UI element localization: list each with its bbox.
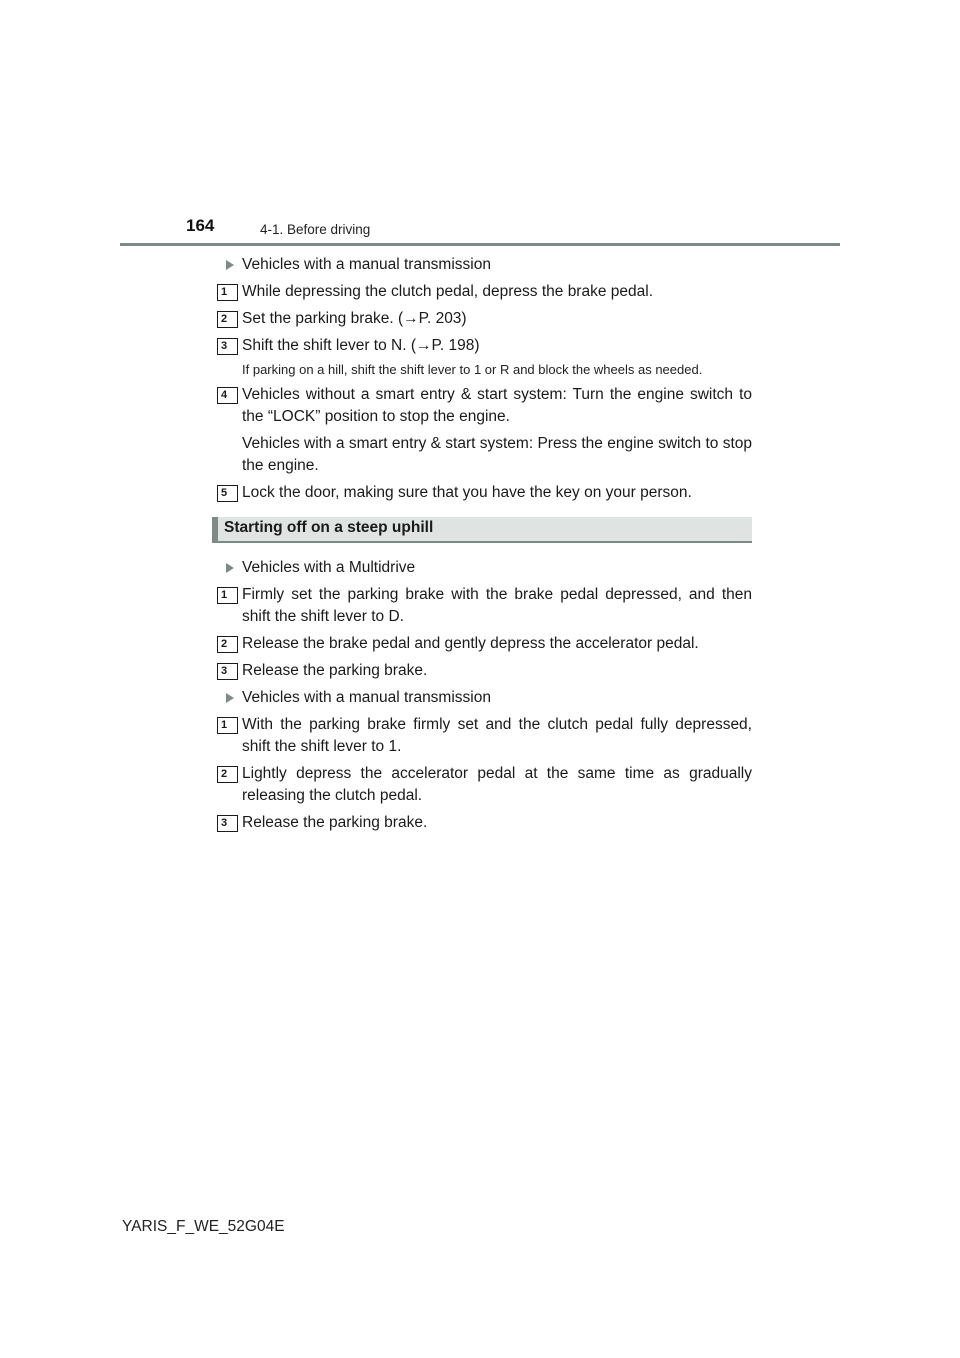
page-number: 164 xyxy=(186,216,215,235)
page-content xyxy=(212,254,752,839)
step-text: Vehicles without a smart entry & start system: Turn the engine switch to the “LOCK” position to stop the engine. xyxy=(242,386,752,425)
section-heading-title: Starting off on a steep uphill xyxy=(224,519,434,536)
note-text: If parking on a hill, shift the shift lever to 1 or R and block the wheels as needed. xyxy=(242,362,703,377)
step-item xyxy=(212,281,752,303)
step-number: 1 xyxy=(217,284,238,301)
step-text: Release the brake pedal and gently depress the accelerator pedal. xyxy=(242,635,699,652)
footer-document-code: YARIS_F_WE_52G04E xyxy=(122,1218,285,1235)
step-number: 2 xyxy=(217,311,238,328)
triangle-bullet-icon xyxy=(226,563,234,573)
sub-heading-text: Vehicles with a Multidrive xyxy=(242,559,416,576)
step-number: 2 xyxy=(217,636,238,653)
step-item xyxy=(212,308,752,330)
sub-heading-multidrive xyxy=(212,557,752,579)
section-heading-box xyxy=(212,517,752,543)
step-text: Release the parking brake. xyxy=(242,814,428,831)
header-divider xyxy=(120,243,840,246)
step-number: 1 xyxy=(217,587,238,604)
triangle-bullet-icon xyxy=(226,693,234,703)
step-item xyxy=(212,714,752,758)
step-text: While depressing the clutch pedal, depress the brake pedal. xyxy=(242,283,653,300)
step-continuation: Vehicles with a smart entry & start system: Press the engine switch to stop the engine. xyxy=(242,435,752,474)
section-label: 4-1. Before driving xyxy=(260,222,371,237)
step-item xyxy=(212,482,752,504)
sub-heading-text: Vehicles with a manual transmission xyxy=(242,689,491,706)
step-text: Lightly depress the accelerator pedal at the same time as gradually releasing the clutch pedal. xyxy=(242,765,752,804)
triangle-bullet-icon xyxy=(226,260,234,270)
step-number: 4 xyxy=(217,387,238,404)
section-heading-bar xyxy=(212,517,218,543)
step-number: 5 xyxy=(217,485,238,502)
step-text: Shift the shift lever to N. (→P. 198) xyxy=(242,337,480,354)
step-text: Firmly set the parking brake with the brake pedal depressed, and then shift the shift lever to D. xyxy=(242,586,752,625)
sub-heading-text: Vehicles with a manual transmission xyxy=(242,256,491,273)
step-text: Set the parking brake. (→P. 203) xyxy=(242,310,467,327)
step-text: With the parking brake firmly set and the clutch pedal fully depressed, shift the shift lever to 1. xyxy=(242,716,752,755)
step-item xyxy=(212,812,752,834)
step-item xyxy=(212,335,752,357)
step-text: Lock the door, making sure that you have the key on your person. xyxy=(242,484,692,501)
step-item xyxy=(212,584,752,628)
step-number: 2 xyxy=(217,766,238,783)
step-number: 3 xyxy=(217,815,238,832)
step-item xyxy=(212,384,752,428)
step-item xyxy=(212,660,752,682)
step-text: Release the parking brake. xyxy=(242,662,428,679)
step-item xyxy=(212,763,752,807)
step-number: 1 xyxy=(217,717,238,734)
step-item xyxy=(212,633,752,655)
sub-heading-manual-uphill xyxy=(212,687,752,709)
step-number: 3 xyxy=(217,338,238,355)
sub-heading-manual-parking xyxy=(212,254,752,276)
step-number: 3 xyxy=(217,663,238,680)
